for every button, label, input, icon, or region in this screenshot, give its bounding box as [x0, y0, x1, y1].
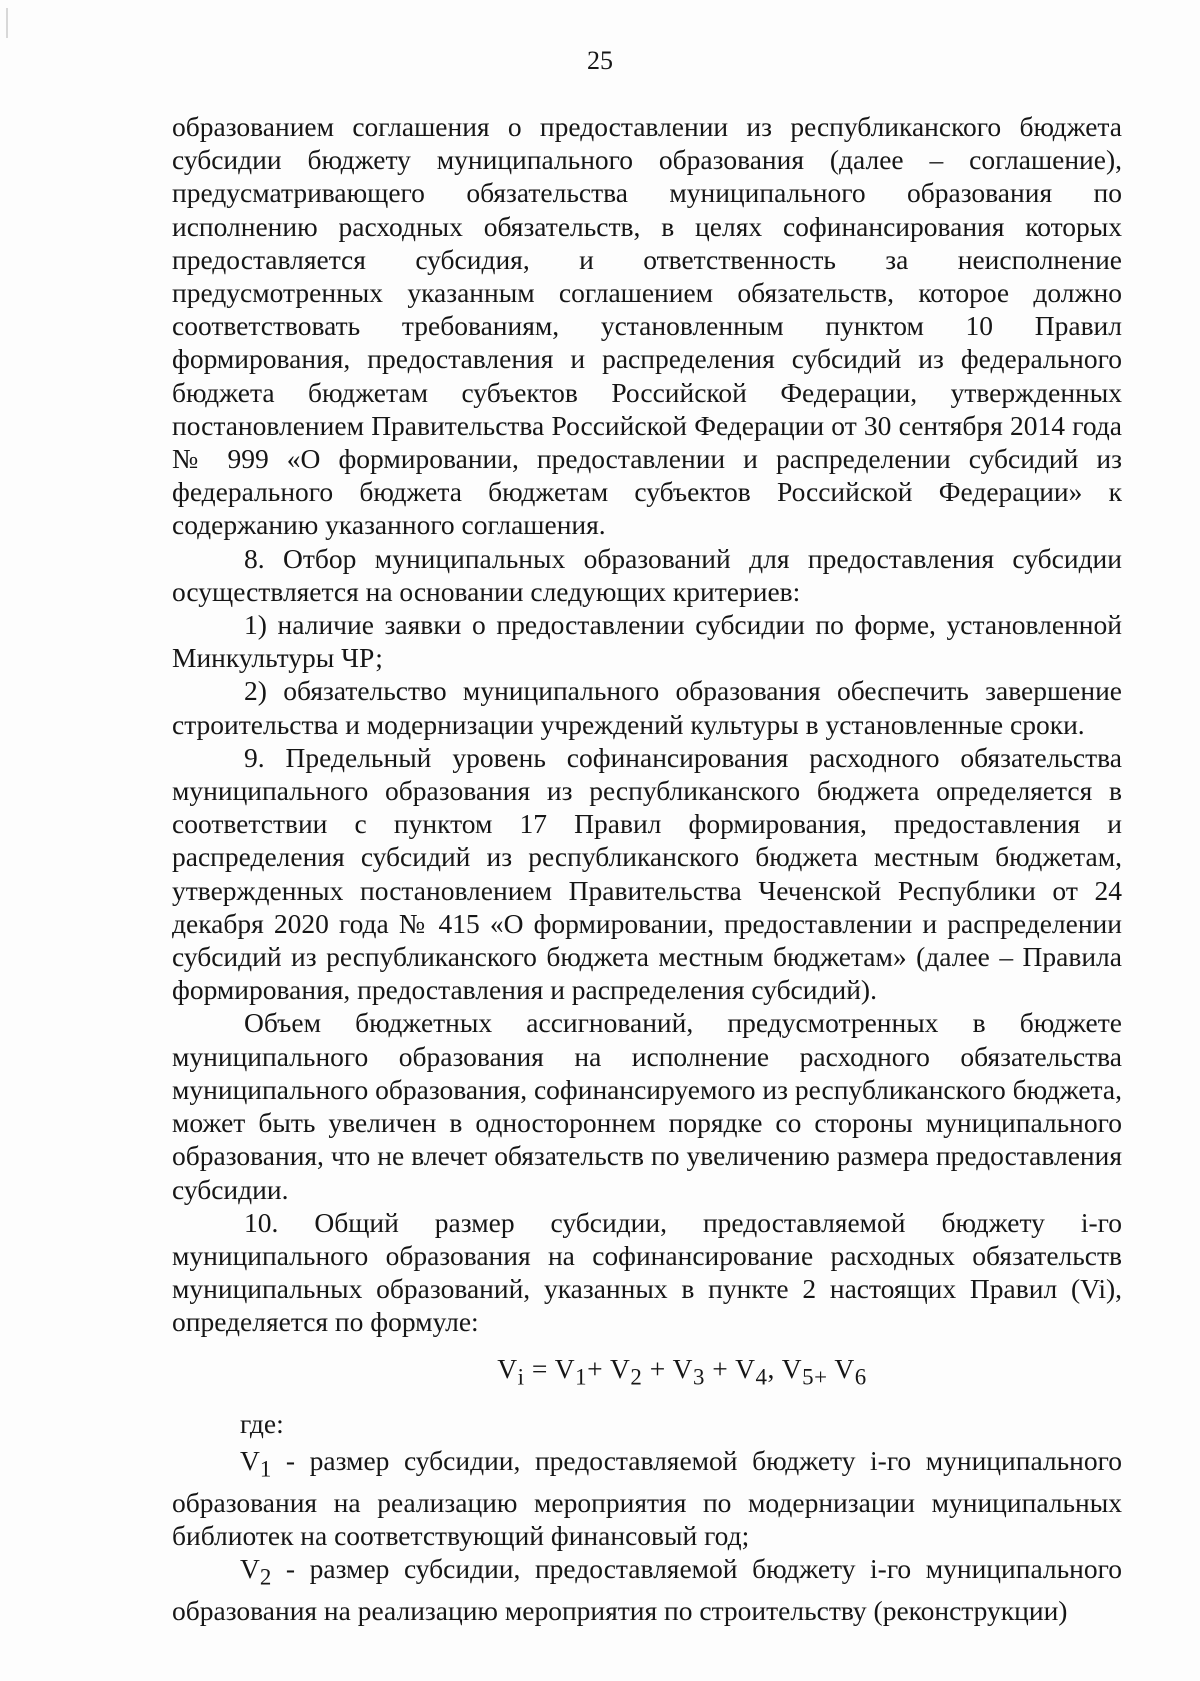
scan-edge-mark: [6, 8, 8, 38]
formula-term-4: $V_4$: [735, 1352, 768, 1390]
paragraph-8-item-1: 1) наличие заявки о предоставлении субсидии по форме, установленной Минкультуры ЧР;: [172, 609, 1122, 674]
formula-term-3: $V_3$: [672, 1352, 705, 1390]
where-label: где:: [240, 1408, 284, 1440]
formula-term-6: $V_6$: [834, 1352, 867, 1390]
document-body: [172, 110, 1122, 1627]
paragraph-8-item-2: 2) обязательство муниципального образования обеспечить завершение строительства и модернизации учреждений культуры в установленные сроки.: [172, 675, 1122, 740]
paragraph-9-continued: Объем бюджетных ассигнований, предусмотренных в бюджете муниципального образования на исполнение расходного обязательства муниципального образования, софинансируемого из республиканского бюджета, может быть увеличен в одностороннем порядке со стороны муниципального образования, что не влечет обязательств по увеличению размера предоставления субсидии.: [172, 1007, 1122, 1205]
paragraph-10: 10. Общий размер субсидии, предоставляемой бюджету i-го муниципального образования на софинансирование расходных обязательств муниципальных образований, указанных в пункте 2 настоящих Правил (Vi), определяется по формуле:: [172, 1206, 1122, 1338]
paragraph-8: 8. Отбор муниципальных образований для предоставления субсидии осуществляется на основании следующих критериев:: [172, 542, 1122, 607]
paragraph-continuation: образованием соглашения о предоставлении из республиканского бюджета субсидии бюджету муниципального образования (далее – соглашение), предусматривающего обязательства муниципального образования по исполнению расходных обязательств, в целях софинансирования которых предоставляется субсидия, и ответственность за неисполнение предусмотренных указанным соглашением обязательств, которое должно соответствовать требованиям, установленным пунктом 10 Правил формирования, предоставления и распределения субсидий из федерального бюджета бюджетам субъектов Российской Федерации, утвержденных постановлением Правительства Российской Федерации от 30 сентября 2014 года № 999 «О формировании, предоставлении и распределении субсидий из федерального бюджета бюджетам субъектов Российской Федерации» к содержанию указанного соглашения.: [172, 111, 1122, 541]
definition-v1: $V_1$ - размер субсидии, предоставляемой бюджету i-го муниципального образования на реализацию мероприятия по модернизации муниципальных библиотек на соответствующий финансовый год;: [172, 1445, 1122, 1552]
formula-term-5: $V_{5+}$: [781, 1352, 828, 1390]
page-number: 25: [587, 46, 613, 75]
paragraph-9: 9. Предельный уровень софинансирования расходного обязательства муниципального образования из республиканского бюджета определяется в соответствии с пунктом 17 Правил формирования, предоставления и распределения субсидий из республиканского бюджета местным бюджетам, утвержденных постановлением Правительства Чеченской Республики от 24 декабря 2020 года № 415 «О формировании, предоставлении и распределении субсидий из республиканского бюджета местным бюджетам» (далее – Правила формирования, предоставления и распределения субсидий).: [172, 741, 1122, 1006]
formula-lhs: $V_i$: [497, 1352, 525, 1390]
definition-v2: $V_2$ - размер субсидии, предоставляемой бюджету i-го муниципального образования на реализацию мероприятия по строительству (реконструкции): [172, 1553, 1122, 1627]
formula-term-2: $V_2$: [609, 1352, 643, 1390]
subsidy-formula: $V_i = V_1+ V_2 + V_3 + V_4$, $V_{5+}$ $V_6$: [497, 1352, 867, 1390]
formula-term-1: $V_1$: [554, 1352, 588, 1390]
